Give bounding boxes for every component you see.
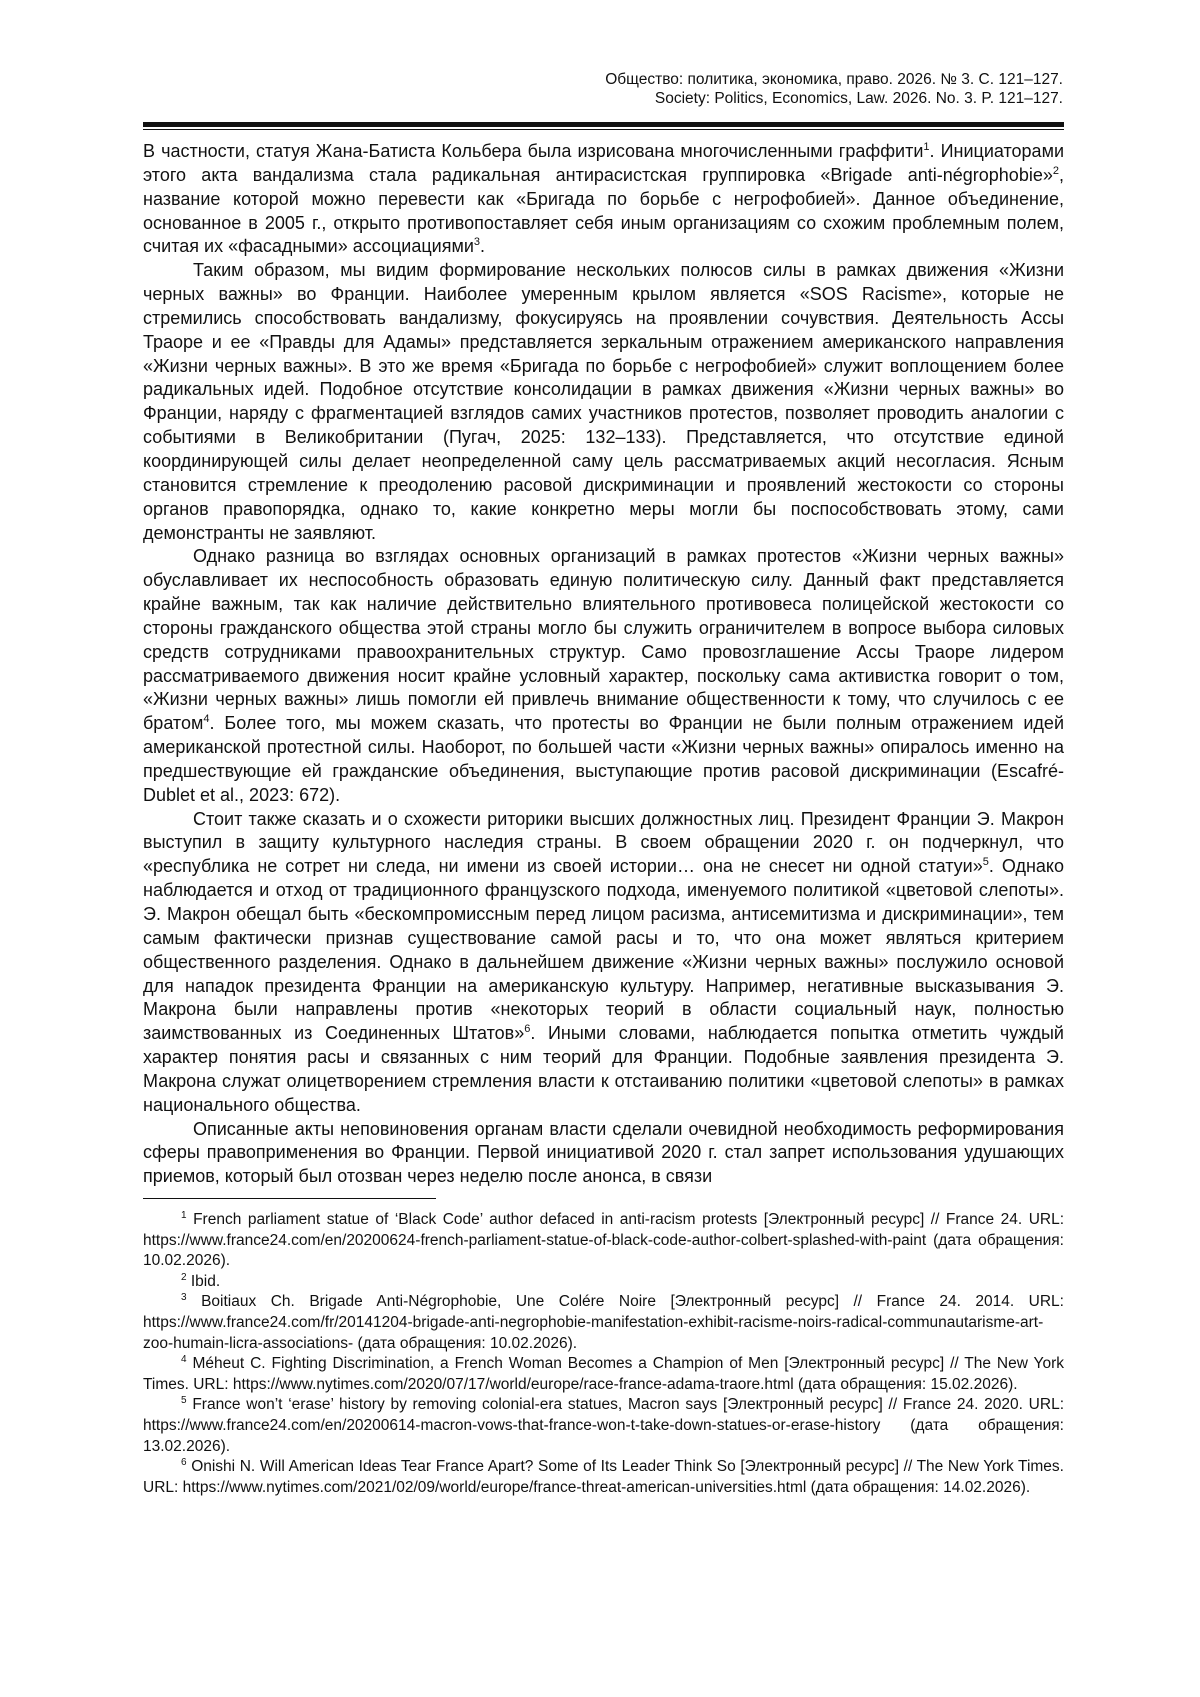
footnote-text: French parliament statue of ‘Black Code’ author defaced in anti-racism protests [Электронный ресурс] // France 24. URL: https://www.france24.com/en/20200624-french-parliament-statue-of-black-code-author-colbert-splashed-with-paint (дата обращения: 10.02.2026). [143, 1211, 1065, 1270]
footnote-5 [143, 1395, 1064, 1457]
footnote-4 [143, 1354, 1064, 1395]
footnote-1 [143, 1210, 1064, 1272]
running-header-ru: Общество: политика, экономика, право. 2026. № 3. С. 121–127. [605, 71, 1063, 88]
paragraph-2: Таким образом, мы видим формирование нескольких полюсов силы в рамках движения «Жизни черных важны» во Франции. Наиболее умеренным крылом является «SOS Racisme», которые не стремились способствовать вандализму, фокусируясь на проявлении сочувствия. Деятельность Ассы Траоре и ее «Правды для Адамы» представляется зеркальным отражением американского направления «Жизни черных важны». В это же время «Бригада по борьбе с негрофобией» служит воплощением более радикальных идей. Подобное отсутствие консолидации в рамках движения «Жизни черных важны» во Франции, наряду с фрагментацией взглядов самих участников протестов, позволяет проводить аналогии с событиями в Великобритании (Пугач, 2025: 132–133). Представляется, что отсутствие единой координирующей силы делает неопределенной саму цель рассматриваемых акций несогласия. Ясным становится стремление к преодолению расовой дискриминации и проявлений жестокости со стороны органов правопорядка, однако то, какие конкретно меры могли бы поспособствовать этому, сами демонстранты не заявляют. [143, 260, 1064, 543]
paragraph-4 [143, 808, 1064, 1118]
running-header-en: Society: Politics, Economics, Law. 2026. No. 3. P. 121–127. [654, 90, 1063, 107]
footnote-ref-3[interactable]: 3 [473, 236, 481, 249]
footnote-number: 6 [181, 1456, 187, 1468]
header-rule-thick [143, 122, 1064, 127]
footnote-text: Méheut C. Fighting Discrimination, a French Woman Becomes a Champion of Men [Электронный ресурс] // The New York Times. URL: https://www.nytimes.com/2020/07/17/world/europe/race-france-adama-traore.html (дата обращения: 15.02.2026). [143, 1355, 1064, 1393]
article-body [143, 140, 1064, 1189]
footnotes [143, 1210, 1064, 1498]
footnote-ref-4[interactable]: 4 [203, 713, 210, 726]
p3-text-b: . Более того, мы можем сказать, что протесты во Франции не были полным отражением идей американской протестной силы. Наоборот, по большей части «Жизни черных важны» опиралось именно на предшествующие ей гражданские объединения, выступающие против расовой дискриминации (Escafré-Dublet et al., 2023: 672). [143, 713, 1064, 805]
footnote-ref-6[interactable]: 6 [524, 1023, 531, 1036]
footnote-separator [143, 1198, 436, 1199]
footnote-number: 1 [181, 1209, 187, 1221]
footnote-number: 3 [181, 1292, 187, 1304]
footnote-number: 4 [181, 1354, 187, 1365]
footnote-ref-1[interactable]: 1 [923, 141, 930, 153]
footnote-6 [143, 1457, 1064, 1498]
paragraph-3 [143, 545, 1064, 807]
p4-text-b: . Однако наблюдается и отход от традиционного французского подхода, именуемого политикой «цветовой слепоты». Э. Макрон обещал быть «бескомпромиссным перед лицом расизма, антисемитизма и дискриминации», тем самым фактически признав существование самой расы и то, что она может являться критерием общественного разделения. Однако в дальнейшем движение «Жизни черных важны» послужило основой для нападок президента Франции на американскую культуру. Например, негативные высказывания Э. Макрона были направлены против «некоторых теорий в области социальный наук, полностью заимствованных из Соединенных Штатов» [143, 856, 1064, 1044]
p1-text-d: . [480, 236, 486, 257]
footnote-number: 2 [181, 1271, 187, 1283]
paragraph-1 [143, 140, 1064, 259]
p1-text-a: В частности, статуя Жана-Батиста Кольбера была изрисована многочисленными граффити [143, 141, 924, 161]
footnote-3 [143, 1292, 1064, 1354]
running-header [143, 70, 1063, 108]
paragraph-5: Описанные акты неповиновения органам власти сделали очевидной необходимость реформирования сферы правоприменения во Франции. Первой инициативой 2020 г. стал запрет использования удушающих приемов, который был отозван через неделю после анонса, в связи [143, 1118, 1064, 1187]
header-rule-thin [143, 129, 1064, 130]
p1-text-c: , название которой можно перевести как «Бригада по борьбе с негрофобией». Данное объединение, основанное в 2005 г., открыто противопоставляет себя иным организациям со схожим проблемным полем, считая их «фасадными» ассоциациями [143, 164, 1064, 257]
p4-text-a: Стоит также сказать и о схожести риторики высших должностных лиц. Президент Франции Э. Макрон выступил в защиту культурного наследия страны. В своем обращении 2020 г. он подчеркнул, что «республика не сотрет ни следа, ни имени из своей истории… она не снесет ни одной статуи» [143, 808, 1064, 877]
p3-text-a: Однако разница во взглядах основных организаций в рамках протестов «Жизни черных важны» обуславливает их неспособность образовать единую политическую силу. Данный факт представляется крайне важным, так как наличие действительно влиятельного противовеса полицейской жестокости со стороны гражданского общества этой страны могло бы служить ограничителем в вопросе выбора силовых средств сотрудниками правоохранительных структур. Само провозглашение Ассы Траоре лидером рассматриваемого движения носит крайне условный характер, поскольку сама активистка говорит о том, «Жизни черных важны» лишь помогли ей привлечь внимание общественности к тому, что случилось с ее братом [143, 546, 1064, 734]
p4-text-c: . Иными словами, наблюдается попытка отметить чуждый характер понятия расы и связанных с ним теорий для Франции. Подобные заявления президента Э. Макрона служат олицетворением стремления власти к отстаиванию политики «цветовой слепоты» в рамках национального общества. [143, 1023, 1064, 1115]
footnote-text: Onishi N. Will American Ideas Tear France Apart? Some of Its Leader Think So [Электронный ресурс] // The New York Times. URL: https://www.nytimes.com/2021/02/09/world/europe/france-threat-american-universities.html (дата обращения: 14.02.2026). [143, 1458, 1064, 1496]
footnote-ref-2[interactable]: 2 [1052, 164, 1059, 177]
p1-text-b: . Инициаторами этого акта вандализма стала радикальная антирасистская группировка «Brigade anti-négrophobie» [143, 141, 1064, 185]
footnote-text: France won’t ‘erase’ history by removing colonial-era statues, Macron says [Электронный ресурс] // France 24. 2020. URL: https://www.france24.com/en/20200614-macron-vows-that-france-won-t-take-down-statues-or-erase-history (дата обращения: 13.02.2026). [143, 1396, 1064, 1455]
footnote-text: Boitiaux Ch. Brigade Anti-Négrophobie, Une Colére Noire [Электронный ресурс] // France 24. 2014. URL: https://www.france24.com/fr/20141204-brigade-anti-negrophobie-manifestation-exhibit-racisme-noirs-radical-communautarisme-art-zoo-humain-licra-associations- (дата обращения: 10.02.2026). [143, 1293, 1064, 1352]
footnote-number: 5 [181, 1395, 187, 1407]
footnote-ref-5[interactable]: 5 [982, 856, 989, 869]
footnote-text: Ibid. [190, 1272, 221, 1290]
footnote-2 [143, 1272, 1064, 1293]
